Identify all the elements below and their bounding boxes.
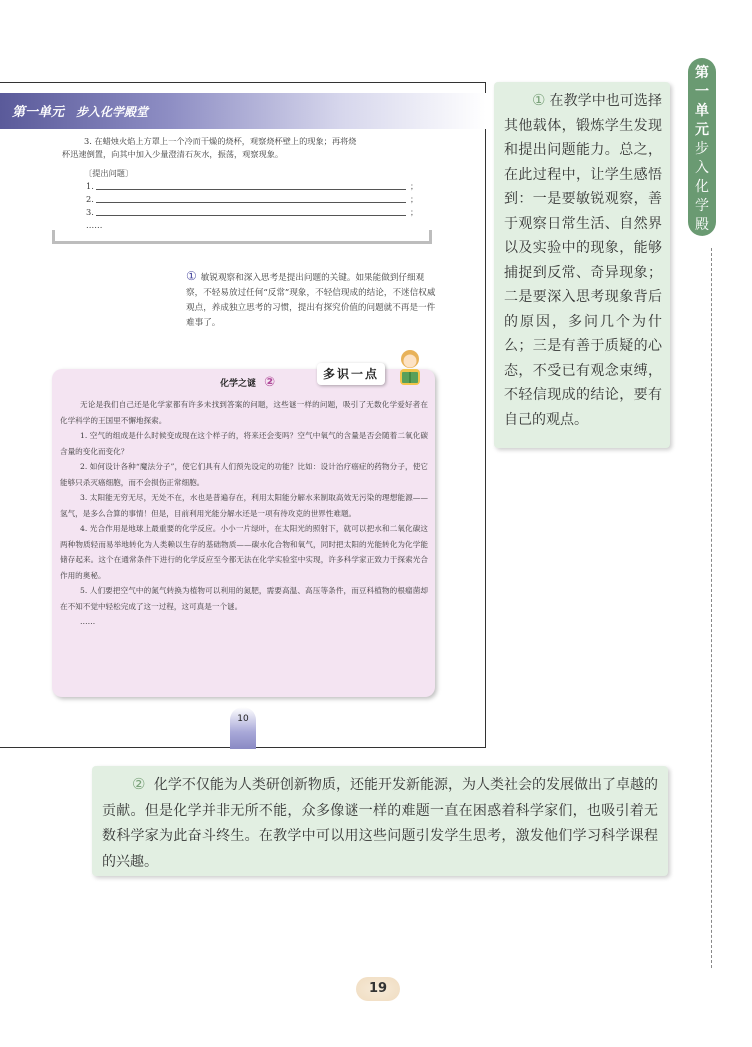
mystery-marker: ②: [264, 375, 276, 390]
extra-knowledge-panel: [52, 369, 435, 697]
mystery-paragraph: 5. 人们要把空气中的氮气转换为植物可以利用的氮肥，需要高温、高压等条件，而豆科植物的根瘤菌却在不知不觉中轻松完成了这一过程，这可真是一个谜。: [60, 586, 428, 611]
side-note-text: 在教学中也可选择其他载体，锻炼学生发现和提出问题能力。总之，在此过程中，让学生感悟到：一是要敏锐观察，善于观察日常生活、自然界以及实验中的现象，能够捕捉到反常、奇异现象；二是要深入思考现象背后的原因，多问几个为什么；三是有善于质疑的心态，不受已有观念束缚，不轻信现成的结论，要有自己的观点。: [504, 93, 662, 428]
task-line-1: 3. 在蜡烛火焰上方罩上一个冷而干燥的烧杯，观察烧杯壁上的现象；再将烧: [84, 136, 357, 146]
mystery-ellipsis: ……: [80, 617, 96, 626]
question-label: 〔提出问题〕: [84, 168, 134, 178]
mystery-paragraph: 3. 太阳能无穷无尽，无处不在，水也是普遍存在，利用太阳能分解水来制取高效无污染的理想能源——氢气，是多么合算的事情！但是，目前利用光能分解水还是一项有待攻克的世界性难题。: [60, 493, 428, 518]
note-text-1: 敏锐观察和深入思考是提出问题的关键。如果能做到仔细观察，不轻易放过任何“反常”现象，不轻信现成的结论，不迷信权威观点，养成独立思考的习惯，提出有探究价值的问题就不再是一件难事了。: [186, 273, 436, 328]
page-number: 19: [356, 977, 400, 1001]
mystery-paragraph: 1. 空气的组成是什么时候变成现在这个样子的，将来还会变吗？空气中氧气的含量是否会随着二氧化碳含量的变化而变化？: [60, 431, 428, 456]
task-ellipsis: ……: [86, 220, 103, 230]
mystery-paragraph: 4. 光合作用是地球上最重要的化学反应。小小一片绿叶，在太阳光的照射下，就可以把水和二氧化碳这两种物质轻而易举地转化为人类赖以生存的基础物质——碳水化合物和氧气，同时把太阳的光能转化为化学能储存起来。这个在通常条件下进行的化学反应至今都无法在化学实验室中实现，许多科学家正致力于探索光合作用的奥秘。: [60, 524, 428, 580]
margin-note-1: [186, 269, 436, 331]
girl-reading-icon: [392, 347, 428, 387]
bottom-note-marker: ②: [132, 775, 146, 793]
unit-label: 第一单元: [12, 105, 65, 120]
task-line-2: 杯迅速倒置，向其中加入少量澄清石灰水，振荡，观察现象。: [62, 149, 284, 159]
unit-subtitle: 步入化学殿堂: [76, 105, 149, 119]
mystery-paragraph: 2. 如何设计各种“魔法分子”，使它们具有人们预先设定的功能？比如：设计治疗癌症的药物分子，使它能够只杀灭癌细胞，而不会损伤正常细胞。: [60, 462, 428, 487]
experiment-task: [62, 135, 432, 232]
margin-dashed-line: [711, 248, 712, 968]
side-note-marker: ①: [532, 91, 546, 109]
extra-knowledge-badge: 多识一点: [317, 363, 385, 385]
question-line: 2. ；: [86, 194, 419, 204]
inner-page-tab: [230, 707, 256, 749]
bottom-annotation-2: [92, 766, 668, 876]
note-marker-1: ①: [186, 269, 197, 283]
bottom-note-text: 化学不仅能为人类研创新物质，还能开发新能源，为人类社会的发展做出了卓越的贡献。但是化学并非无所不能，众多像谜一样的难题一直在困惑着科学家们，也吸引着无数科学家为此奋斗终生。在教学中可以用这些问题引发学生思考，激发他们学习科学课程的兴趣。: [102, 777, 658, 870]
mystery-title: 化学之谜 ②: [220, 375, 276, 390]
mystery-text: [60, 397, 428, 630]
mystery-paragraph: 无论是我们自己还是化学家都有许多未找到答案的问题，这些谜一样的问题，吸引了无数化学爱好者在化学科学的王国里不懈地探索。: [60, 400, 428, 425]
embedded-textbook-page: [0, 82, 486, 748]
side-annotation-1: [494, 82, 670, 448]
task-frame-bottom: [52, 230, 432, 244]
question-line: 3. ；: [86, 207, 419, 217]
unit-header-bar: [0, 93, 486, 129]
unit-side-tab: 第 一 单 元 步 入 化 学 殿 堂: [688, 58, 716, 236]
question-line: 1. ；: [86, 181, 419, 191]
inner-page-number: 10: [237, 714, 249, 724]
unit-title: [12, 101, 148, 120]
